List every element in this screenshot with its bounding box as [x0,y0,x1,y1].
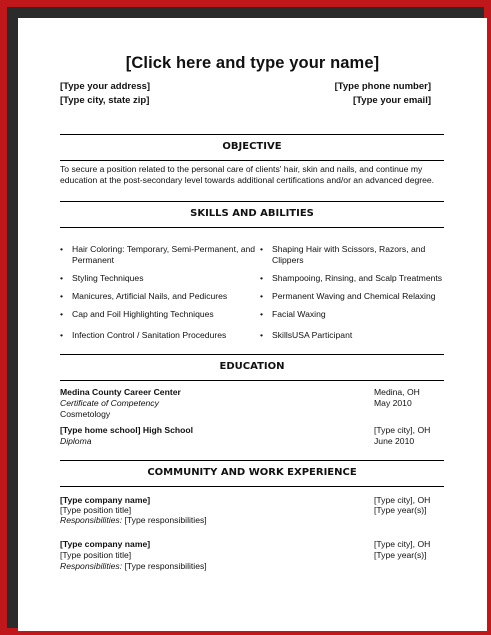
education-credential[interactable]: Certificate of Competency [60,398,159,408]
divider [60,486,444,487]
education-date[interactable]: May 2010 [374,398,412,408]
education-location[interactable]: [Type city], OH [374,425,431,435]
divider [60,160,444,161]
skill-item[interactable]: • Cap and Foil Highlighting Techniques [60,309,262,320]
resume-page [18,18,487,631]
responsibilities-label: Responsibilities: [60,561,123,571]
education-school[interactable]: Medina County Career Center [60,387,181,397]
objective-heading: OBJECTIVE [222,141,282,152]
education-field[interactable]: Cosmetology [60,409,111,419]
objective-text[interactable]: To secure a position related to the personal care of clients' hair, skin and nails, and continue my education at the post-secondary level towards additional certifications and/or an advanced degree. [60,164,435,185]
experience-responsibilities [60,515,207,526]
skills-section-header [60,201,444,219]
name-heading[interactable]: [Click here and type your name] [125,54,380,72]
email-field[interactable]: [Type your email] [353,95,431,106]
divider [60,227,444,228]
experience-position[interactable]: [Type position title] [60,550,132,560]
experience-company[interactable]: [Type company name] [60,495,151,505]
phone-field[interactable]: [Type phone number] [334,81,431,92]
education-date[interactable]: June 2010 [374,436,415,446]
education-school[interactable]: [Type home school] High School [60,425,194,435]
experience-company[interactable]: [Type company name] [60,539,151,549]
experience-location[interactable]: [Type city], OH [374,539,431,549]
responsibilities-label: Responsibilities: [60,515,123,525]
experience-heading: COMMUNITY AND WORK EXPERIENCE [147,467,357,478]
skill-item[interactable]: • Permanent Waving and Chemical Relaxing [260,291,452,302]
skill-item[interactable]: • Infection Control / Sanitation Procedures [60,330,262,341]
experience-responsibilities [60,561,207,572]
experience-location[interactable]: [Type city], OH [374,495,431,505]
experience-position[interactable]: [Type position title] [60,505,132,515]
divider [60,380,444,381]
city-state-zip-field[interactable]: [Type city, state zip] [60,95,150,106]
skill-item[interactable]: • Hair Coloring: Temporary, Semi-Permanent, and Permanent [60,244,262,266]
experience-years[interactable]: [Type year(s)] [374,505,427,515]
experience-years[interactable]: [Type year(s)] [374,550,427,560]
skill-item[interactable]: • SkillsUSA Participant [260,330,452,341]
skill-item[interactable]: • Styling Techniques [60,273,262,284]
skill-item[interactable]: • Shampooing, Rinsing, and Scalp Treatments [260,273,452,284]
objective-section-header [60,134,444,152]
education-section-header [60,354,444,372]
skill-item[interactable]: • Manicures, Artificial Nails, and Pedicures [60,291,262,302]
skill-item[interactable]: • Facial Waxing [260,309,452,320]
education-credential[interactable]: Diploma [60,436,92,446]
education-location[interactable]: Medina, OH [374,387,420,397]
address-field[interactable]: [Type your address] [60,81,151,92]
education-heading: EDUCATION [219,361,285,372]
responsibilities-text[interactable]: [Type responsibilities] [122,515,207,525]
skill-item[interactable]: • Shaping Hair with Scissors, Razors, and Clippers [260,244,452,266]
skills-heading: SKILLS AND ABILITIES [190,208,314,219]
experience-section-header [60,460,444,478]
responsibilities-text[interactable]: [Type responsibilities] [122,561,207,571]
